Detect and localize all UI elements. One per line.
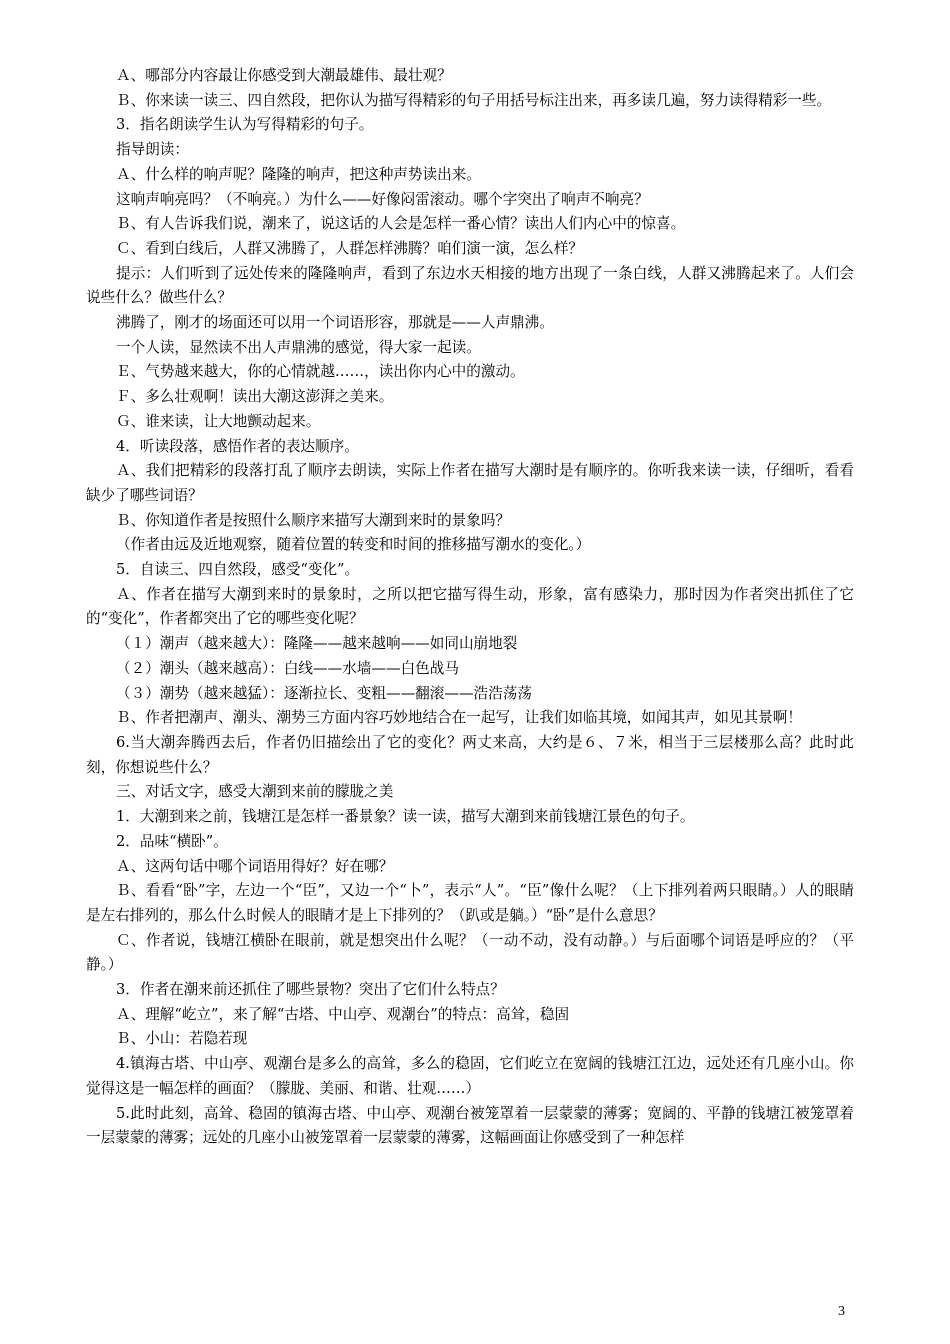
paragraph: Ｂ、有人告诉我们说，潮来了，说这话的人会是怎样一番心情？读出人们内心中的惊喜。 (116, 215, 686, 233)
paragraph: （１）潮声（越来越大）：隆隆——越来越响——如同山崩地裂 (116, 635, 518, 653)
paragraph: 一个人读，显然读不出人声鼎沸的感觉，得大家一起读。 (116, 338, 481, 356)
paragraph: 3．作者在潮来前还抓住了哪些景物？突出了它们什么特点？ (116, 981, 505, 999)
paragraph: 1．大潮到来之前，钱塘江是怎样一番景象？读一读，描写大潮到来前钱塘江景色的句子。 (116, 808, 695, 826)
paragraph: Ａ、哪部分内容最让你感受到大潮最雄伟、最壮观？ (116, 67, 452, 84)
paragraph: （３）潮势（越来越猛）：逐渐拉长、变粗——翻滚——浩浩荡荡 (116, 684, 532, 702)
paragraph: Ａ、我们把精彩的段落打乱了顺序去朗读，实际上作者在描写大潮时是有顺序的。你听我来读一读，仔细听，看看缺少了哪些词语？ (86, 462, 854, 504)
paragraph: Ｃ、看到白线后，人群又沸腾了，人群怎样沸腾？咱们演一演，怎么样？ (116, 239, 584, 257)
paragraph: Ａ、什么样的响声呢？隆隆的响声，把这种声势读出来。 (116, 165, 481, 183)
paragraph: Ｂ、你知道作者是按照什么顺序来描写大潮到来时的景象吗？ (116, 511, 511, 529)
paragraph: 沸腾了，刚才的场面还可以用一个词语形容，那就是——人声鼎沸。 (116, 314, 554, 332)
paragraph: 这响声响亮吗？（不响亮。）为什么——好像闷雷滚动。哪个字突出了响声不响亮？ (116, 190, 649, 208)
paragraph: 2．品味“横卧”。 (116, 832, 228, 850)
paragraph: Ａ、作者在描写大潮到来时的景象时，之所以把它描写得生动，形象，富有感染力，那时因为作者突出抓住了它的“变化”，作者都突出了它的哪些变化呢？ (86, 585, 854, 628)
paragraph: Ａ、这两句话中哪个词语用得好？好在哪？ (116, 857, 394, 875)
paragraph: Ｅ、气势越来越大，你的心情就越……，读出你内心中的激动。 (116, 363, 525, 381)
paragraph: 5．自读三、四自然段，感受“变化”。 (116, 561, 360, 579)
paragraph: 5.此时此刻，高耸、稳固的镇海古塔、中山亭、观潮台被笼罩着一层蒙蒙的薄雾；宽阔的、平静的钱塘江被笼罩着一层蒙蒙的薄雾；远处的几座小山被笼罩着一层蒙蒙的薄雾，这幅画面让你感受到了一种怎样 (86, 1104, 854, 1147)
paragraph: （２）潮头（越来越高）：白线——水墙——白色战马 (116, 659, 459, 677)
paragraph: 3．指名朗读学生认为写得精彩的句子。 (116, 116, 374, 134)
paragraph: Ｂ、你来读一读三、四自然段，把你认为描写得精彩的句子用括号标注出来，再多读几遍，努力读得精彩一些。 (116, 91, 832, 109)
page-number: 3 (838, 1304, 845, 1319)
paragraph: 4.镇海古塔、中山亭、观潮台是多么的高耸，多么的稳固，它们屹立在宽阔的钱塘江江边，远处还有几座小山。你觉得这是一幅怎样的画面？（朦胧、美丽、和谐、壮观……） (86, 1055, 854, 1097)
paragraph: Ａ、理解“屹立”，来了解“古塔、中山亭、观潮台”的特点：高耸，稳固 (116, 1005, 570, 1023)
paragraph: Ｂ、作者把潮声、潮头、潮势三方面内容巧妙地结合在一起写，让我们如临其境，如闻其声，如见其景啊！ (116, 709, 802, 727)
paragraph: Ｆ、多么壮观啊！读出大潮这澎湃之美来。 (116, 388, 394, 406)
paragraph: 4．听读段落，感悟作者的表达顺序。 (116, 437, 359, 455)
paragraph: 6.当大潮奔腾西去后，作者仍旧描绘出了它的变化？两丈来高，大约是６、７米，相当于三层楼那么高？此时此刻，你想说些什么？ (86, 733, 854, 776)
paragraph: 指导朗读： (116, 141, 189, 159)
paragraph: Ｂ、小山：若隐若现 (116, 1030, 248, 1048)
paragraph: 三、对话文字，感受大潮到来前的朦胧之美 (116, 783, 394, 801)
paragraph: Ｇ、谁来读，让大地颤动起来。 (116, 412, 321, 430)
paragraph: 提示：人们听到了远处传来的隆隆响声，看到了东边水天相接的地方出现了一条白线，人群又沸腾起来了。人们会说些什么？做些什么？ (86, 264, 854, 307)
document-body (86, 64, 854, 1151)
paragraph: （作者由远及近地观察，随着位置的转变和时间的推移描写潮水的变化。） (116, 536, 591, 554)
paragraph: Ｂ、看看“卧”字，左边一个“臣”，又边一个“卜”，表示“人”。“臣”像什么呢？（上下排列着两只眼睛。）人的眼睛是左右排列的，那么什么时候人的眼睛才是上下排列的？（趴或是躺。）“卧”是什么意思？ (86, 882, 854, 924)
paragraph: Ｃ、作者说，钱塘江横卧在眼前，就是想突出什么呢？（一动不动，没有动静。）与后面哪个词语是呼应的？（平静。） (86, 931, 854, 974)
